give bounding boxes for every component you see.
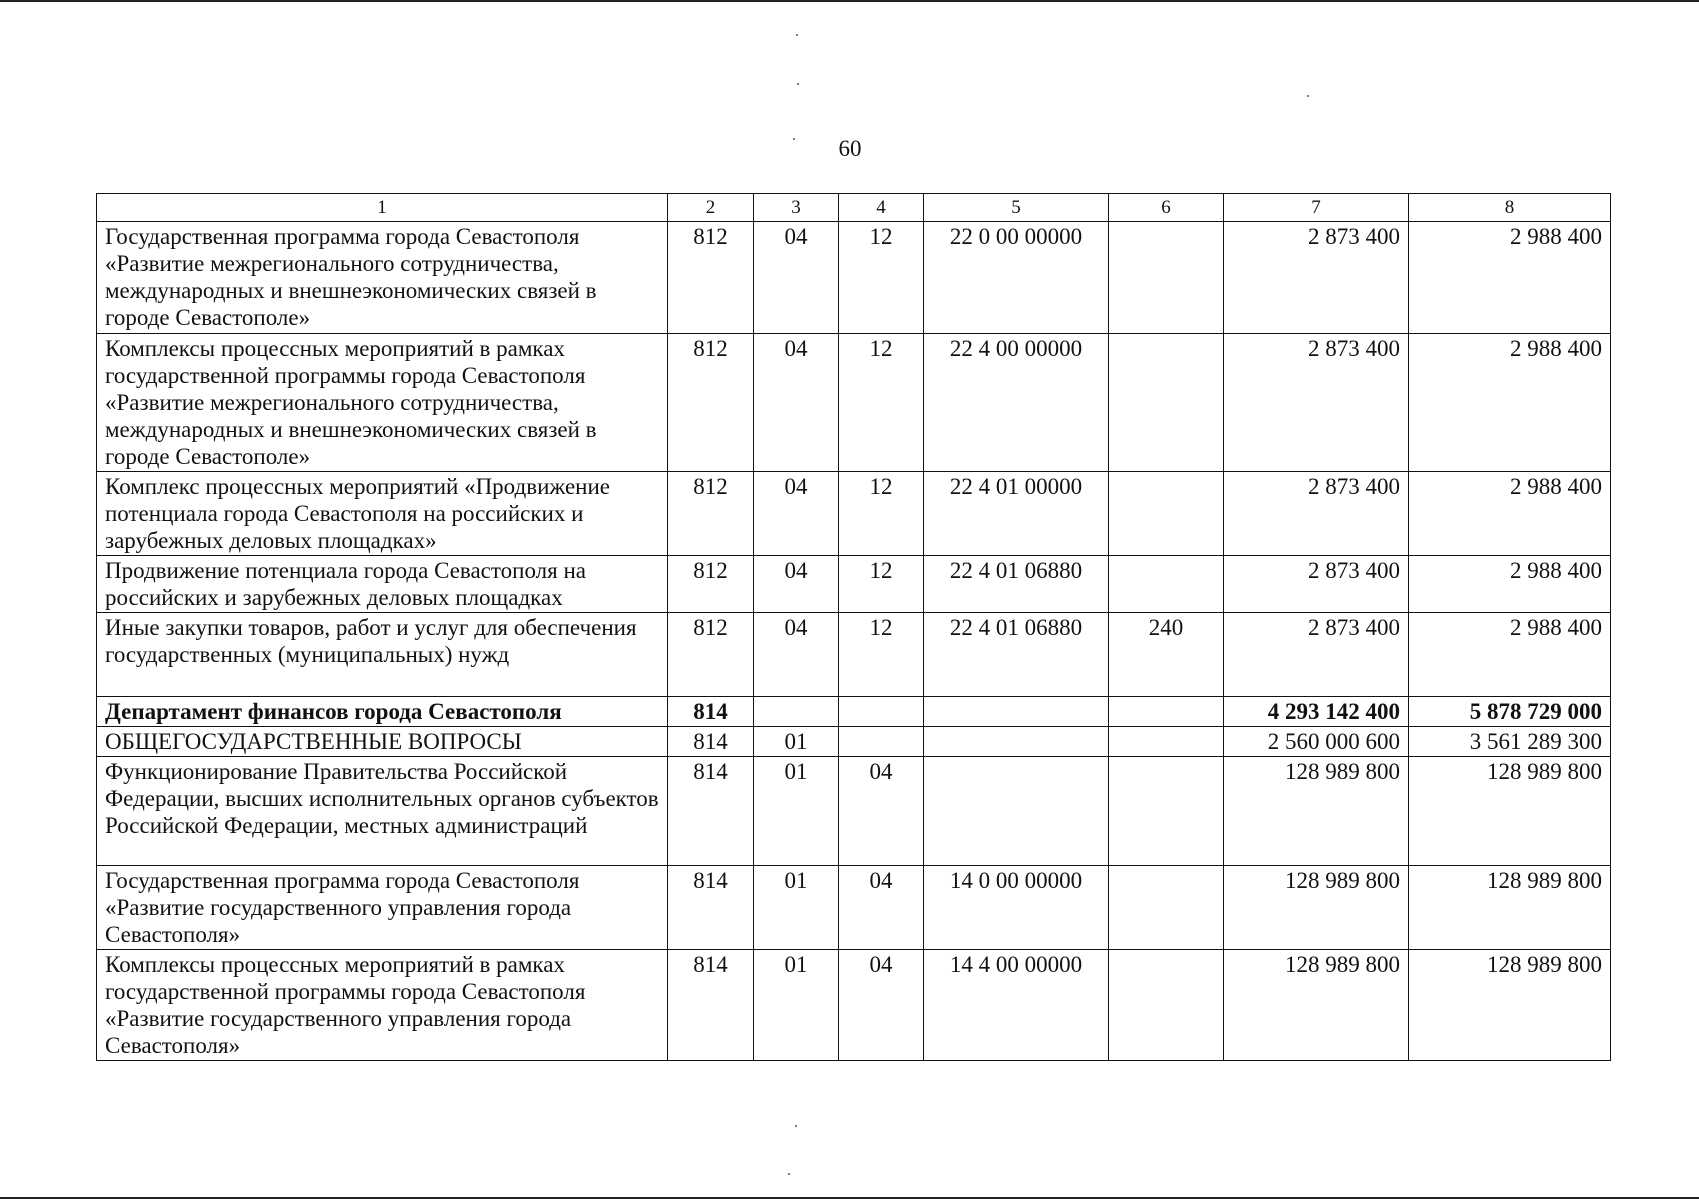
target-article-code: 22 4 01 00000 xyxy=(924,472,1109,556)
expense-type-code: 240 xyxy=(1109,613,1224,697)
subsection-code: 12 xyxy=(839,556,924,613)
column-header: 8 xyxy=(1409,194,1611,222)
section-code: 01 xyxy=(754,757,839,866)
subsection-code: 04 xyxy=(839,950,924,1061)
section-code: 01 xyxy=(754,950,839,1061)
subsection-code: 04 xyxy=(839,757,924,866)
amount-col7: 128 989 800 xyxy=(1224,950,1409,1061)
expense-type-code xyxy=(1109,866,1224,950)
section-code: 01 xyxy=(754,866,839,950)
scan-speck xyxy=(1307,95,1309,97)
table-row xyxy=(97,866,1611,950)
scan-top-border xyxy=(0,0,1699,2)
target-article-code: 22 4 00 00000 xyxy=(924,334,1109,472)
section-code: 01 xyxy=(754,727,839,757)
amount-col7: 128 989 800 xyxy=(1224,866,1409,950)
amount-col8: 3 561 289 300 xyxy=(1409,727,1611,757)
subsection-code: 12 xyxy=(839,334,924,472)
amount-col8: 128 989 800 xyxy=(1409,866,1611,950)
subsection-code: 12 xyxy=(839,222,924,334)
subsection-code xyxy=(839,697,924,727)
target-article-code xyxy=(924,727,1109,757)
table-row xyxy=(97,222,1611,334)
scan-speck xyxy=(797,83,799,85)
expense-type-code xyxy=(1109,950,1224,1061)
column-header: 2 xyxy=(668,194,754,222)
amount-col8: 2 988 400 xyxy=(1409,334,1611,472)
target-article-code: 22 4 01 06880 xyxy=(924,556,1109,613)
expense-type-code xyxy=(1109,222,1224,334)
column-header: 3 xyxy=(754,194,839,222)
ministry-code: 812 xyxy=(668,613,754,697)
section-code xyxy=(754,697,839,727)
ministry-code: 814 xyxy=(668,950,754,1061)
table-row xyxy=(97,472,1611,556)
amount-col7: 2 873 400 xyxy=(1224,613,1409,697)
ministry-code: 812 xyxy=(668,556,754,613)
table-row xyxy=(97,727,1611,757)
section-code: 04 xyxy=(754,613,839,697)
table-row xyxy=(97,757,1611,866)
amount-col7: 2 873 400 xyxy=(1224,222,1409,334)
row-name: Иные закупки товаров, работ и услуг для обеспечения государственных (муниципальных) нужд xyxy=(97,613,668,697)
subsection-code xyxy=(839,727,924,757)
table-row xyxy=(97,556,1611,613)
expense-type-code xyxy=(1109,757,1224,866)
amount-col7: 2 560 000 600 xyxy=(1224,727,1409,757)
column-header: 6 xyxy=(1109,194,1224,222)
scan-bottom-border xyxy=(0,1197,1699,1199)
row-name: Комплекс процессных мероприятий «Продвижение потенциала города Севастополя на российских и зарубежных деловых площадках» xyxy=(97,472,668,556)
table-row xyxy=(97,613,1611,697)
ministry-code: 812 xyxy=(668,334,754,472)
target-article-code xyxy=(924,757,1109,866)
ministry-code: 814 xyxy=(668,697,754,727)
expense-type-code xyxy=(1109,556,1224,613)
budget-table xyxy=(96,193,1611,1061)
amount-col8: 2 988 400 xyxy=(1409,556,1611,613)
target-article-code: 14 0 00 00000 xyxy=(924,866,1109,950)
row-name: Комплексы процессных мероприятий в рамках государственной программы города Севастополя «Развитие государственного управления города Севастополя» xyxy=(97,950,668,1061)
amount-col8: 2 988 400 xyxy=(1409,472,1611,556)
column-header: 7 xyxy=(1224,194,1409,222)
table-row xyxy=(97,697,1611,727)
section-code: 04 xyxy=(754,556,839,613)
scan-speck xyxy=(795,1125,797,1127)
amount-col8: 2 988 400 xyxy=(1409,222,1611,334)
expense-type-code xyxy=(1109,334,1224,472)
amount-col7: 2 873 400 xyxy=(1224,334,1409,472)
ministry-code: 814 xyxy=(668,727,754,757)
amount-col7: 2 873 400 xyxy=(1224,472,1409,556)
amount-col8: 128 989 800 xyxy=(1409,950,1611,1061)
row-name: ОБЩЕГОСУДАРСТВЕННЫЕ ВОПРОСЫ xyxy=(97,727,668,757)
row-name: Департамент финансов города Севастополя xyxy=(97,697,668,727)
table-row xyxy=(97,950,1611,1061)
section-code: 04 xyxy=(754,222,839,334)
amount-col8: 5 878 729 000 xyxy=(1409,697,1611,727)
amount-col8: 2 988 400 xyxy=(1409,613,1611,697)
expense-type-code xyxy=(1109,697,1224,727)
row-name: Государственная программа города Севастополя «Развитие межрегионального сотрудничества, международных и внешнеэкономических связей в городе Севастополе» xyxy=(97,222,668,334)
amount-col7: 4 293 142 400 xyxy=(1224,697,1409,727)
expense-type-code xyxy=(1109,727,1224,757)
row-name: Комплексы процессных мероприятий в рамках государственной программы города Севастополя «Развитие межрегионального сотрудничества, международных и внешнеэкономических связей в городе Севастополе» xyxy=(97,334,668,472)
target-article-code: 22 0 00 00000 xyxy=(924,222,1109,334)
ministry-code: 812 xyxy=(668,222,754,334)
table-header-row xyxy=(97,194,1611,222)
row-name: Государственная программа города Севастополя «Развитие государственного управления города Севастополя» xyxy=(97,866,668,950)
subsection-code: 04 xyxy=(839,866,924,950)
column-header: 1 xyxy=(97,194,668,222)
scan-speck xyxy=(788,1173,790,1175)
section-code: 04 xyxy=(754,472,839,556)
amount-col8: 128 989 800 xyxy=(1409,757,1611,866)
page-number: 60 xyxy=(838,136,862,161)
table-row xyxy=(97,334,1611,472)
expense-type-code xyxy=(1109,472,1224,556)
amount-col7: 128 989 800 xyxy=(1224,757,1409,866)
target-article-code: 22 4 01 06880 xyxy=(924,613,1109,697)
ministry-code: 812 xyxy=(668,472,754,556)
ministry-code: 814 xyxy=(668,866,754,950)
subsection-code: 12 xyxy=(839,472,924,556)
scan-speck xyxy=(793,138,795,140)
amount-col7: 2 873 400 xyxy=(1224,556,1409,613)
row-name: Продвижение потенциала города Севастополя на российских и зарубежных деловых площадках xyxy=(97,556,668,613)
column-header: 4 xyxy=(839,194,924,222)
scan-speck xyxy=(796,34,798,36)
row-name: Функционирование Правительства Российской Федерации, высших исполнительных органов субъектов Российской Федерации, местных администраций xyxy=(97,757,668,866)
subsection-code: 12 xyxy=(839,613,924,697)
column-header: 5 xyxy=(924,194,1109,222)
ministry-code: 814 xyxy=(668,757,754,866)
target-article-code xyxy=(924,697,1109,727)
target-article-code: 14 4 00 00000 xyxy=(924,950,1109,1061)
section-code: 04 xyxy=(754,334,839,472)
